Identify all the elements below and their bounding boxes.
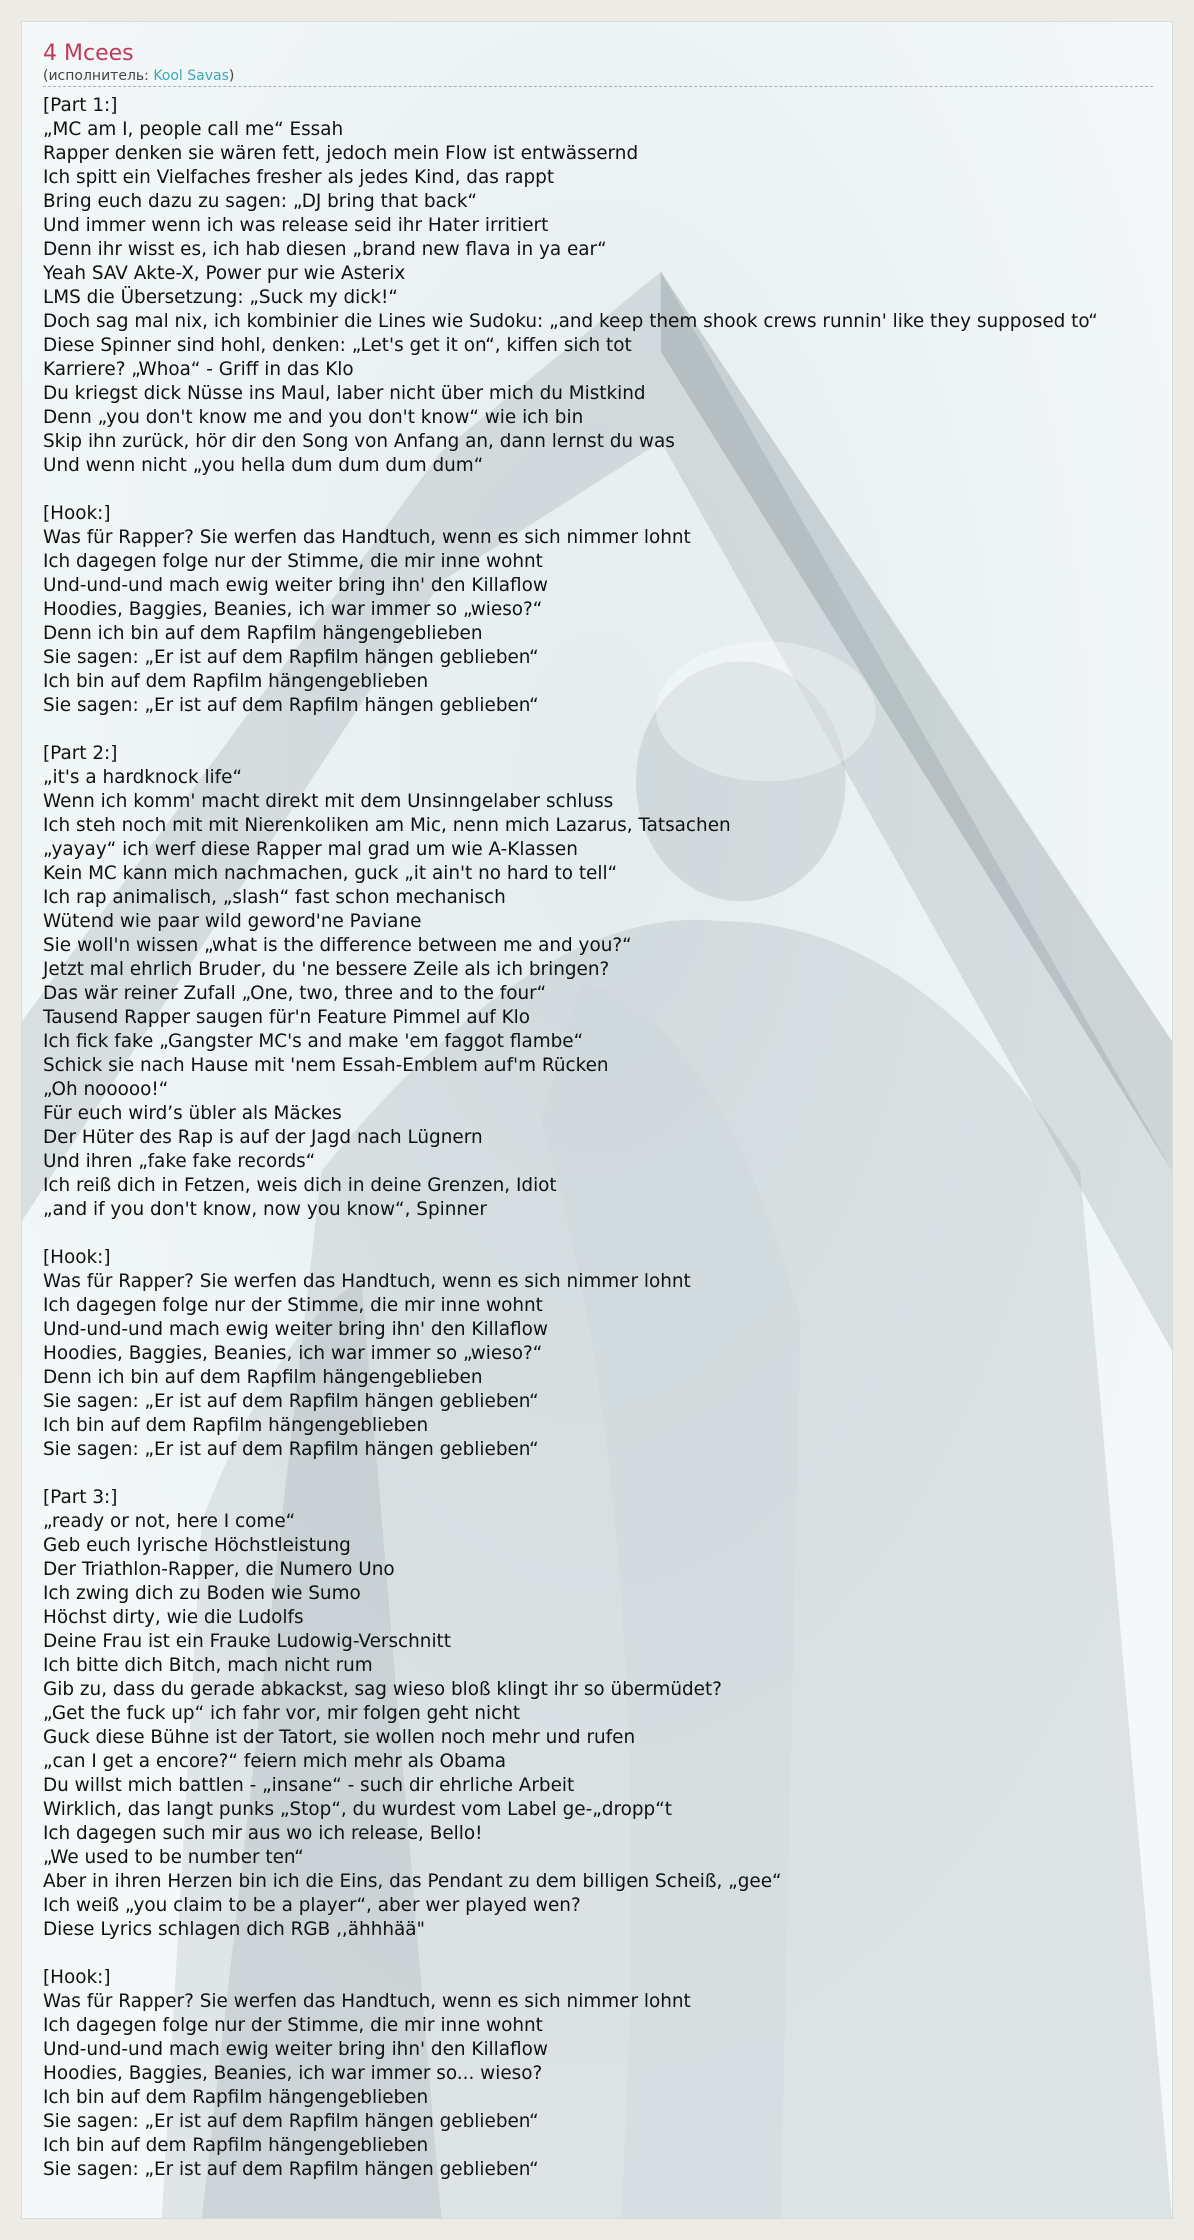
lyrics-line: „yayay“ ich werf diese Rapper mal grad um wie A-Klassen: [43, 839, 578, 860]
lyrics-line: Diese Lyrics schlagen dich RGB ,,ähhhää": [43, 1919, 426, 1940]
artist-suffix: ): [228, 68, 235, 84]
lyrics-line: Ich weiß „you claim to be a player“, aber wer played wen?: [43, 1895, 581, 1916]
lyrics-line: Deine Frau ist ein Frauke Ludowig-Verschnitt: [43, 1631, 451, 1652]
lyrics-line: Sie sagen: „Er ist auf dem Rapfilm hängen geblieben“: [43, 1391, 539, 1412]
lyrics-line: Sie sagen: „Er ist auf dem Rapfilm hängen geblieben“: [43, 695, 539, 716]
lyrics-line: Hoodies, Baggies, Beanies, ich war immer so... wieso?: [43, 2063, 543, 2084]
lyrics-line: [Part 2:]: [43, 743, 118, 764]
lyrics-line: Das wär reiner Zufall „One, two, three and to the four“: [43, 983, 547, 1004]
lyrics-line: [Part 3:]: [43, 1487, 118, 1508]
lyrics-line: Und-und-und mach ewig weiter bring ihn' den Killaflow: [43, 1319, 548, 1340]
lyrics-line: Karriere? „Whoa“ - Griff in das Klo: [43, 359, 354, 380]
lyrics-line: Und-und-und mach ewig weiter bring ihn' den Killaflow: [43, 2039, 548, 2060]
lyrics-line: Ich bin auf dem Rapfilm hängengeblieben: [43, 2135, 429, 2156]
lyrics-line: Ich spitt ein Vielfaches fresher als jedes Kind, das rappt: [43, 167, 555, 188]
lyrics-line: Ich bin auf dem Rapfilm hängengeblieben: [43, 671, 429, 692]
lyrics-line: Denn ihr wisst es, ich hab diesen „brand new flava in ya ear“: [43, 239, 607, 260]
lyrics-line: Ich zwing dich zu Boden wie Sumo: [43, 1583, 361, 1604]
lyrics-line: Doch sag mal nix, ich kombinier die Lines wie Sudoku: „and keep them shook crews runnin' like they supposed to“: [43, 311, 1098, 332]
lyrics-line: Skip ihn zurück, hör dir den Song von Anfang an, dann lernst du was: [43, 431, 675, 452]
lyrics-line: LMS die Übersetzung: „Suck my dick!“: [43, 287, 398, 308]
lyrics-line: „MC am I, people call me“ Essah: [43, 119, 344, 140]
lyrics-blank-line: [43, 718, 1151, 742]
lyrics-line: Ich bitte dich Bitch, mach nicht rum: [43, 1655, 373, 1676]
lyrics-line: Wenn ich komm' macht direkt mit dem Unsinngelaber schluss: [43, 791, 614, 812]
lyrics-blank-line: [43, 478, 1151, 502]
artist-link[interactable]: Kool Savas: [153, 68, 229, 84]
lyrics-card: [21, 21, 1173, 2219]
lyrics-line: Tausend Rapper saugen für'n Feature Pimmel auf Klo: [43, 1007, 531, 1028]
lyrics-line: Kein MC kann mich nachmachen, guck „it ain't no hard to tell“: [43, 863, 618, 884]
lyrics-blank-line: [43, 1942, 1151, 1966]
lyrics-line: [Hook:]: [43, 1247, 111, 1268]
lyrics-line: Ich rap animalisch, „slash“ fast schon mechanisch: [43, 887, 506, 908]
lyrics-blank-line: [43, 1222, 1151, 1246]
lyrics-line: Ich dagegen such mir aus wo ich release, Bello!: [43, 1823, 483, 1844]
lyrics-line: Was für Rapper? Sie werfen das Handtuch, wenn es sich nimmer lohnt: [43, 1271, 691, 1292]
lyrics-line: Und ihren „fake fake records“: [43, 1151, 316, 1172]
lyrics-line: [Part 1:]: [43, 95, 118, 116]
lyrics-line: Hoodies, Baggies, Beanies, ich war immer so „wieso?“: [43, 599, 543, 620]
lyrics-line: Ich dagegen folge nur der Stimme, die mir inne wohnt: [43, 1295, 543, 1316]
lyrics-line: [Hook:]: [43, 503, 111, 524]
lyrics-line: Guck diese Bühne ist der Tatort, sie wollen noch mehr und rufen: [43, 1727, 636, 1748]
lyrics-line: Und wenn nicht „you hella dum dum dum dum“: [43, 455, 484, 476]
lyrics-line: Geb euch lyrische Höchstleistung: [43, 1535, 351, 1556]
lyrics-line: Ich bin auf dem Rapfilm hängengeblieben: [43, 1415, 429, 1436]
lyrics-line: Sie woll'n wissen „what is the difference between me and you?“: [43, 935, 632, 956]
song-title: 4 Mcees: [43, 41, 134, 66]
lyrics-line: Rapper denken sie wären fett, jedoch mein Flow ist entwässernd: [43, 143, 639, 164]
lyrics-line: Was für Rapper? Sie werfen das Handtuch, wenn es sich nimmer lohnt: [43, 527, 691, 548]
lyrics-blank-line: [43, 1462, 1151, 1486]
lyrics-line: „can I get a encore?“ feiern mich mehr als Obama: [43, 1751, 507, 1772]
lyrics-line: Aber in ihren Herzen bin ich die Eins, das Pendant zu dem billigen Scheiß, „gee“: [43, 1871, 782, 1892]
lyrics-line: Ich steh noch mit mit Nierenkoliken am Mic, nenn mich Lazarus, Tatsachen: [43, 815, 731, 836]
lyrics-line: Ich dagegen folge nur der Stimme, die mir inne wohnt: [43, 2015, 543, 2036]
lyrics-line: „ready or not, here I come“: [43, 1511, 296, 1532]
lyrics-line: Sie sagen: „Er ist auf dem Rapfilm hängen geblieben“: [43, 2159, 539, 2180]
lyrics-line: Hoodies, Baggies, Beanies, ich war immer so „wieso?“: [43, 1343, 543, 1364]
lyrics-line: Was für Rapper? Sie werfen das Handtuch, wenn es sich nimmer lohnt: [43, 1991, 691, 2012]
lyrics-line: Ich bin auf dem Rapfilm hängengeblieben: [43, 2087, 429, 2108]
lyrics-line: Ich fick fake „Gangster MC's and make 'em faggot flambe“: [43, 1031, 584, 1052]
lyrics-line: „We used to be number ten“: [43, 1847, 304, 1868]
lyrics-line: „it's a hardknock life“: [43, 767, 242, 788]
lyrics-line: „Get the fuck up“ ich fahr vor, mir folgen geht nicht: [43, 1703, 521, 1724]
lyrics-line: Der Hüter des Rap is auf der Jagd nach Lügnern: [43, 1127, 483, 1148]
lyrics-line: Denn ich bin auf dem Rapfilm hängengeblieben: [43, 1367, 483, 1388]
lyrics-line: Und immer wenn ich was release seid ihr Hater irritiert: [43, 215, 549, 236]
lyrics-line: Diese Spinner sind hohl, denken: „Let's get it on“, kiffen sich tot: [43, 335, 632, 356]
lyrics-line: Sie sagen: „Er ist auf dem Rapfilm hängen geblieben“: [43, 647, 539, 668]
lyrics-line: [Hook:]: [43, 1967, 111, 1988]
lyrics-line: Gib zu, dass du gerade abkackst, sag wieso bloß klingt ihr so übermüdet?: [43, 1679, 722, 1700]
lyrics-line: Wütend wie paar wild geword'ne Paviane: [43, 911, 422, 932]
lyrics-line: Sie sagen: „Er ist auf dem Rapfilm hängen geblieben“: [43, 2111, 539, 2132]
lyrics-line: „and if you don't know, now you know“, Spinner: [43, 1199, 487, 1220]
lyrics-line: Für euch wird’s übler als Mäckes: [43, 1103, 342, 1124]
artist-prefix: (исполнитель:: [43, 68, 154, 84]
lyrics-line: Ich reiß dich in Fetzen, weis dich in deine Grenzen, Idiot: [43, 1175, 557, 1196]
lyrics-line: Denn „you don't know me and you don't know“ wie ich bin: [43, 407, 584, 428]
lyrics-line: Yeah SAV Akte-X, Power pur wie Asterix: [43, 263, 406, 284]
lyrics-line: Du kriegst dick Nüsse ins Maul, laber nicht über mich du Mistkind: [43, 383, 646, 404]
lyrics-line: Jetzt mal ehrlich Bruder, du 'ne bessere Zeile als ich bringen?: [43, 959, 610, 980]
lyrics-line: Der Triathlon-Rapper, die Numero Uno: [43, 1559, 395, 1580]
lyrics-body: [43, 94, 1151, 2182]
lyrics-line: Wirklich, das langt punks „Stop“, du wurdest vom Label ge-„dropp“t: [43, 1799, 672, 1820]
lyrics-line: Denn ich bin auf dem Rapfilm hängengeblieben: [43, 623, 483, 644]
content-area: [22, 22, 1172, 2182]
lyrics-line: Höchst dirty, wie die Ludolfs: [43, 1607, 304, 1628]
artist-line: [43, 68, 1153, 87]
lyrics-line: Schick sie nach Hause mit 'nem Essah-Emblem auf'm Rücken: [43, 1055, 609, 1076]
lyrics-line: Und-und-und mach ewig weiter bring ihn' den Killaflow: [43, 575, 548, 596]
lyrics-line: Bring euch dazu zu sagen: „DJ bring that back“: [43, 191, 478, 212]
lyrics-line: Sie sagen: „Er ist auf dem Rapfilm hängen geblieben“: [43, 1439, 539, 1460]
lyrics-line: Ich dagegen folge nur der Stimme, die mir inne wohnt: [43, 551, 543, 572]
lyrics-line: „Oh nooooo!“: [43, 1079, 169, 1100]
lyrics-line: Du willst mich battlen - „insane“ - such dir ehrliche Arbeit: [43, 1775, 575, 1796]
